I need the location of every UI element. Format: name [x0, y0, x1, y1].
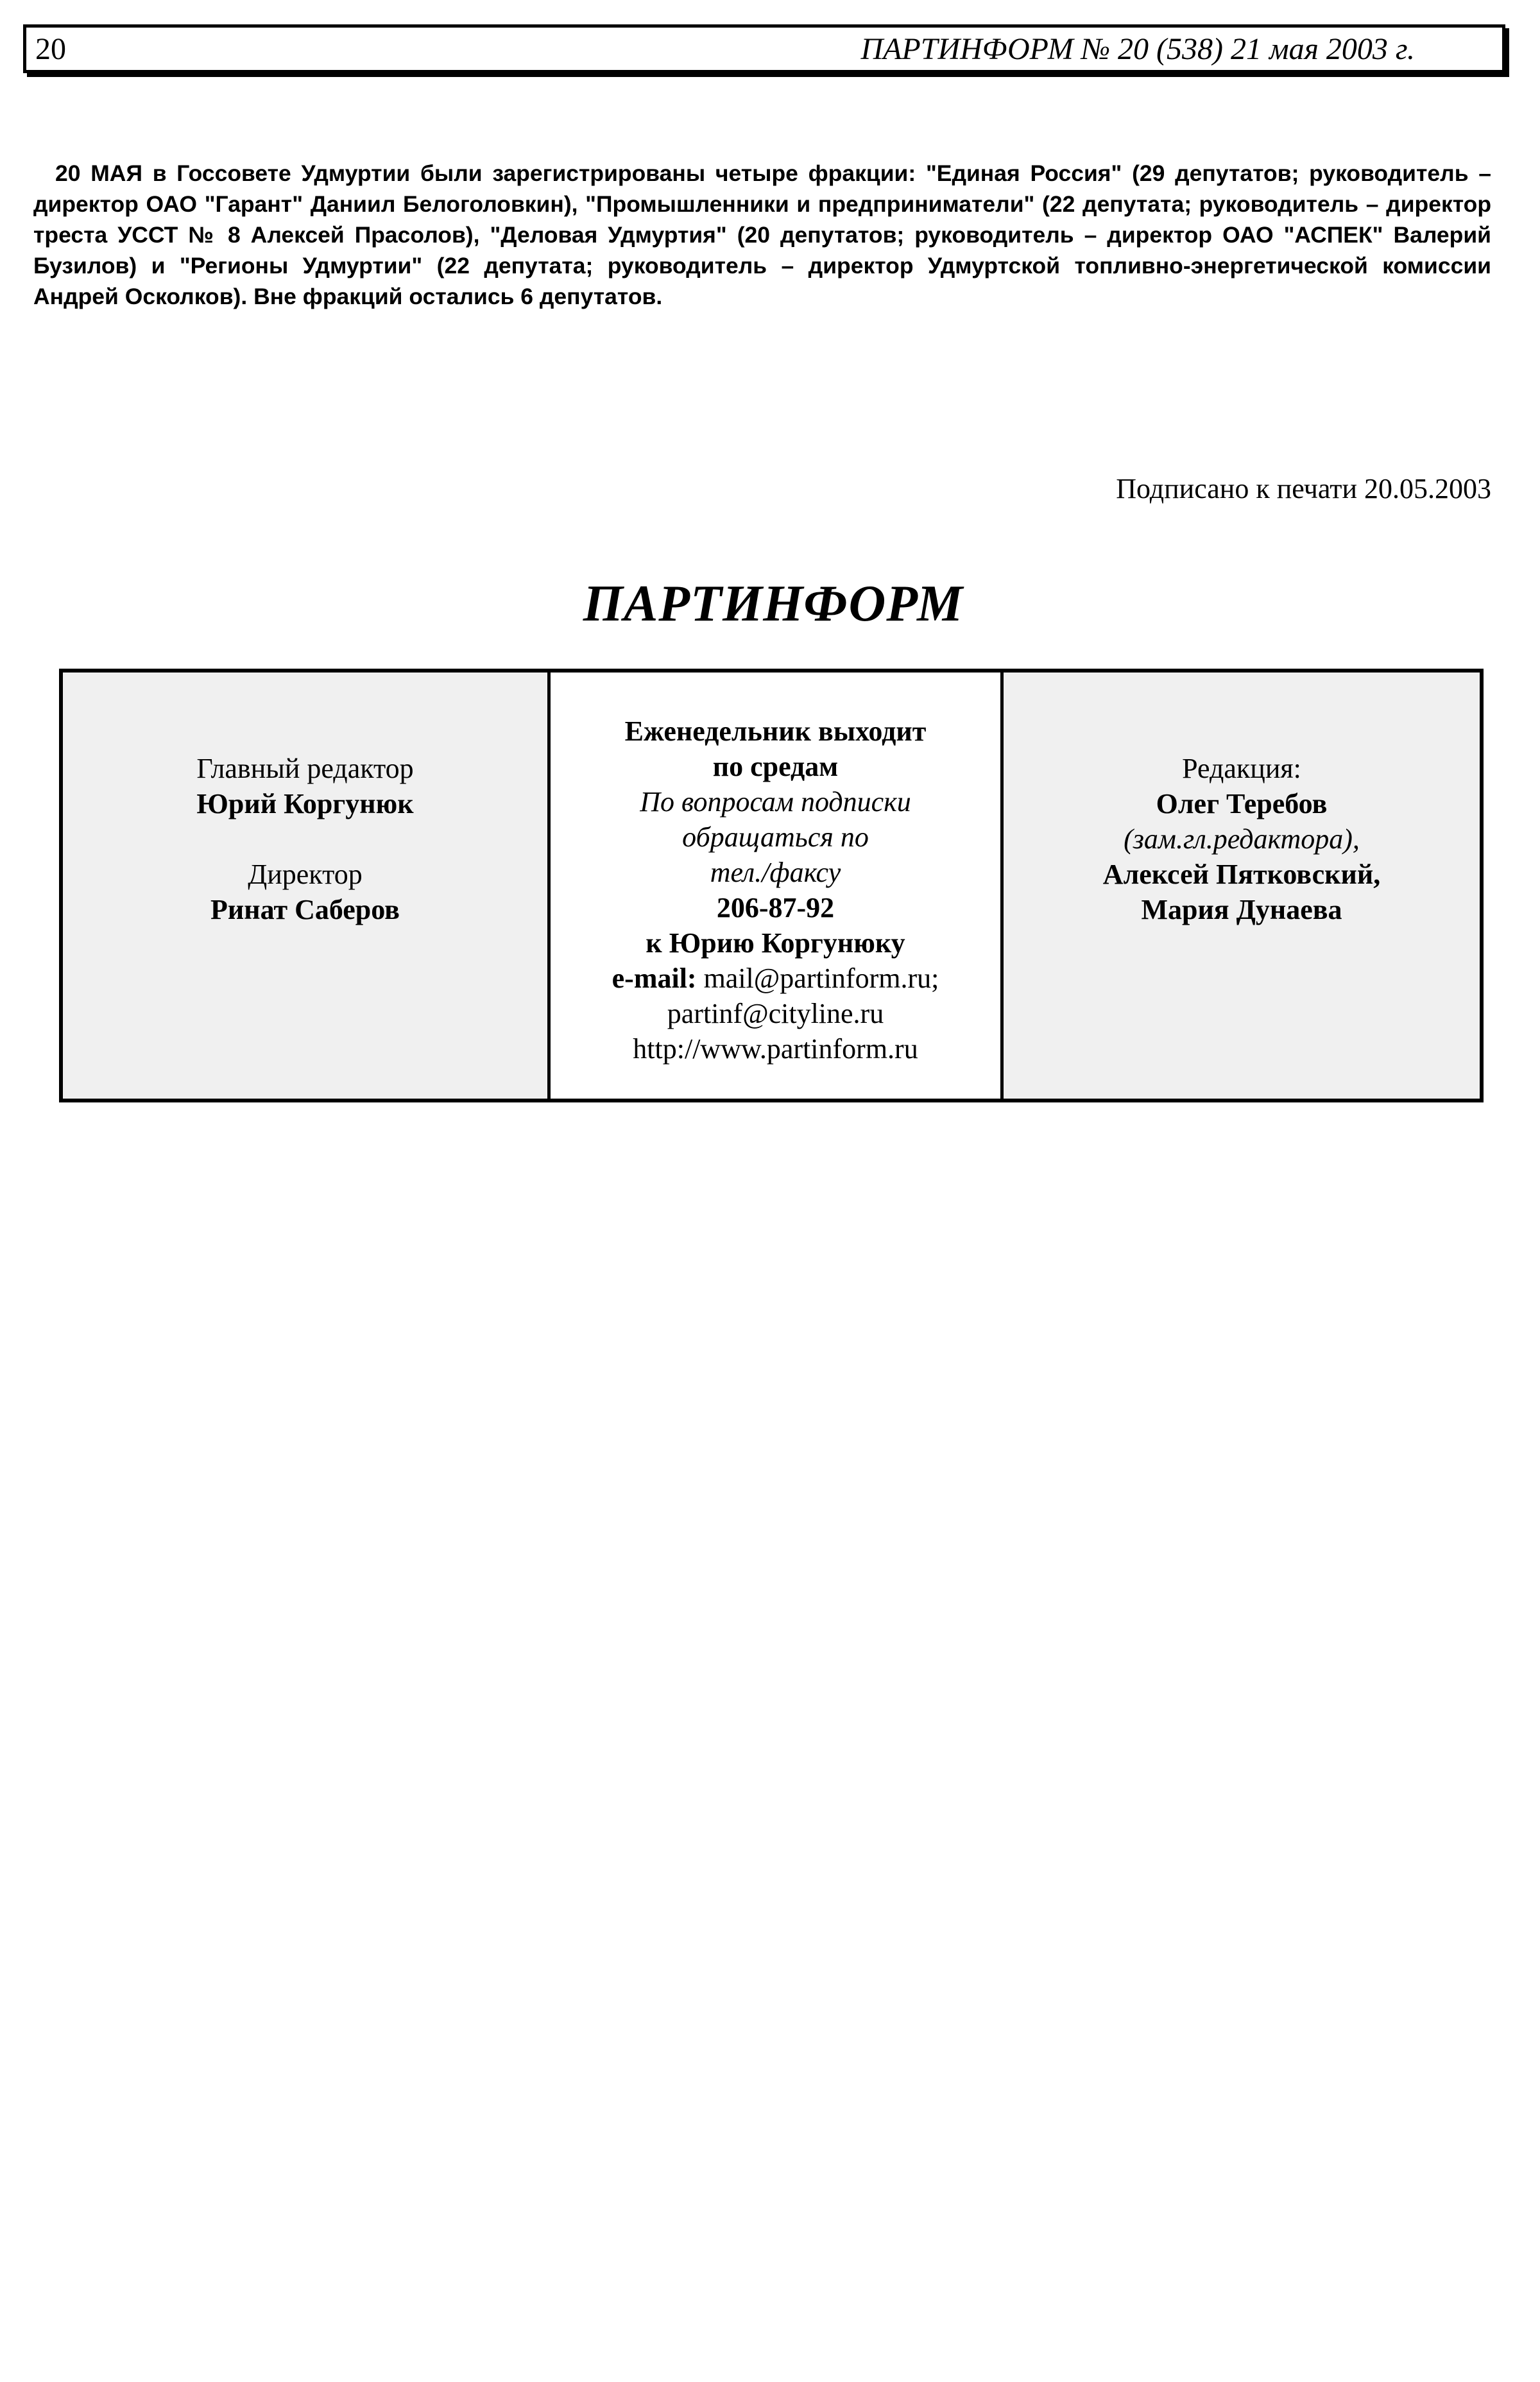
email-link-1[interactable]: mail@partinform.ru;	[703, 963, 939, 994]
imprint-table	[59, 669, 1484, 1102]
staff-label: Редакция:	[1182, 753, 1301, 784]
subscription-line-1: По вопросам подписки	[640, 786, 911, 818]
issue-line: ПАРТИНФОРМ № 20 (538) 21 мая 2003 г.	[860, 32, 1415, 66]
news-paragraph: 20 МАЯ в Госсовете Удмуртии были зарегистрированы четыре фракции: "Единая Россия" (29 депутатов; руководитель – директор ОАО "Гарант" Даниил Белоголовкин), "Промышленники и предприниматели" (22 депутата; руководитель – директор треста УССТ № 8 Алексей Прасолов), "Деловая Удмуртия" (20 депутатов; руководитель – директор ОАО "АСПЕК" Валерий Бузилов) и "Регионы Удмуртии" (22 депутата; руководитель – директор Удмуртской топливно-энергетической комиссии Андрей Осколков). Вне фракций остались 6 депутатов.	[33, 160, 1491, 309]
frequency-line-2: по средам	[712, 751, 839, 782]
staff-1-role: (зам.гл.редактора),	[1124, 823, 1360, 855]
imprint-staff-column	[1004, 673, 1480, 1099]
subscription-line-3: тел./факсу	[710, 857, 841, 888]
masthead-title: ПАРТИНФОРМ	[583, 576, 964, 632]
imprint-editors-column	[63, 673, 551, 1099]
staff-2-name: Алексей Пятковский,	[1102, 859, 1381, 890]
email-line	[551, 961, 1000, 996]
email-label: e-mail:	[612, 963, 697, 994]
phone-number: 206-87-92	[716, 892, 835, 923]
signed-to-print: Подписано к печати 20.05.2003	[1116, 473, 1491, 504]
page-number: 20	[35, 32, 66, 66]
subscription-line-2: обращаться по	[682, 821, 869, 853]
frequency-line-1: Еженедельник выходит	[624, 715, 927, 747]
contact-person: к Юрию Коргунюку	[646, 927, 905, 959]
staff-1-name: Олег Теребов	[1156, 788, 1328, 819]
editor-label: Главный редактор	[196, 753, 414, 784]
page-header	[23, 24, 1505, 73]
email-link-2[interactable]: partinf@cityline.ru	[667, 998, 884, 1029]
website-link[interactable]: http://www.partinform.ru	[633, 1033, 918, 1065]
editor-name: Юрий Коргунюк	[196, 788, 414, 819]
imprint-contacts-column	[551, 673, 1004, 1099]
director-label: Директор	[248, 859, 363, 890]
director-name: Ринат Саберов	[210, 894, 400, 925]
staff-3-name: Мария Дунаева	[1141, 894, 1342, 925]
